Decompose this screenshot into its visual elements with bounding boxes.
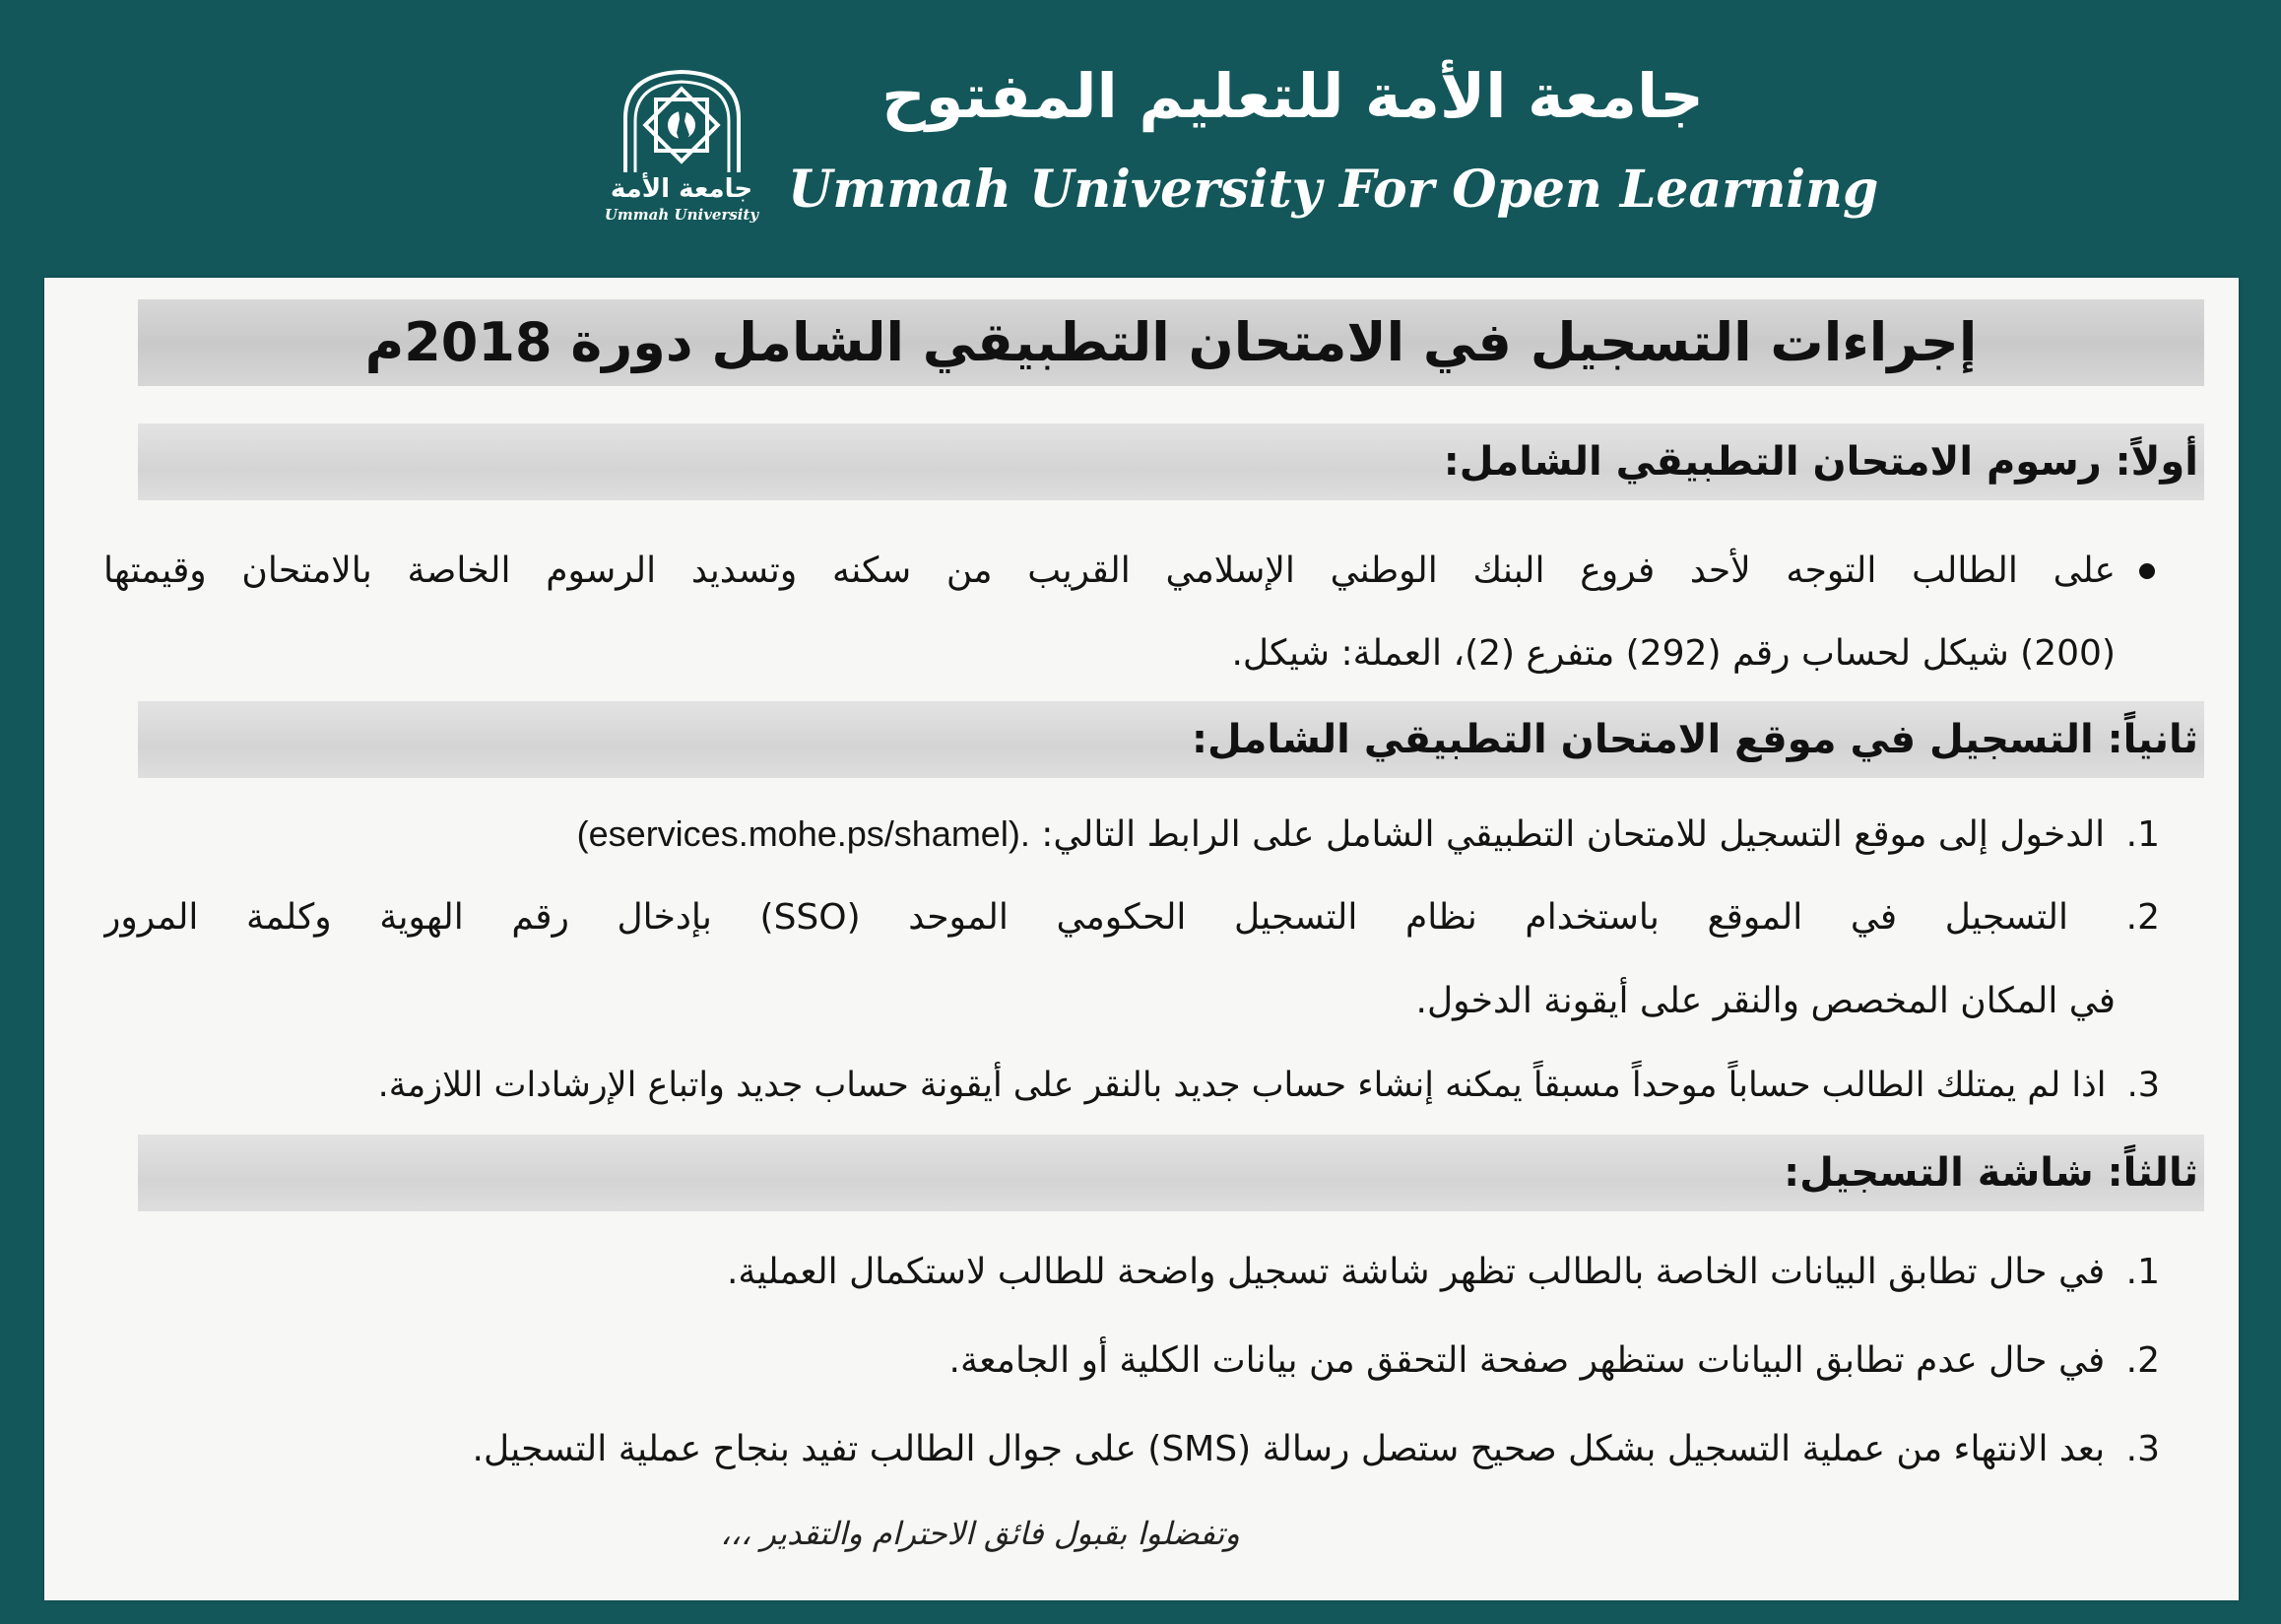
list-item xyxy=(103,1332,2160,1391)
university-name-arabic: جامعة الأمة للتعليم المفتوح xyxy=(881,60,1704,132)
logo-text-ar: جامعة الأمة xyxy=(610,174,753,204)
list-item-text: التسجيل في الموقع باستخدام نظام التسجيل الحكومي الموحد (SSO) بإدخال رقم الهوية وكلمة المرور xyxy=(103,897,2069,938)
list-item-text: بعد الانتهاء من عملية التسجيل بشكل صحيح ستصل رسالة (SMS) على جوال الطالب تفيد بنجاح عملية التسجيل. xyxy=(472,1429,2106,1469)
university-header xyxy=(0,0,2281,271)
document-title: إجراءات التسجيل في الامتحان التطبيقي الشامل دورة 2018م xyxy=(138,299,2204,386)
list-item-number: 1. xyxy=(2125,814,2160,855)
section-heading-registration-screen: ثالثاً: شاشة التسجيل: xyxy=(138,1135,2204,1211)
list-item-text: في حال عدم تطابق البيانات ستظهر صفحة التحقق من بيانات الكلية أو الجامعة. xyxy=(948,1340,2106,1381)
list-item-text: اذا لم يمتلك الطالب حساباً موحداً مسبقاً يمكنه إنشاء حساب جديد بالنقر على أيقونة حساب جديد واتباع الإرشادات اللازمة. xyxy=(377,1066,2107,1105)
list-item-continuation: في المكان المخصص والنقر على أيقونة الدخول. xyxy=(1415,981,2116,1021)
list-item-text: في حال تطابق البيانات الخاصة بالطالب تظهر شاشة تسجيل واضحة للطالب لاستكمال العملية. xyxy=(726,1252,2106,1292)
fees-paragraph-line-2: (200) شيكل لحساب رقم (292) متفرع (2)، العملة: شيكل. xyxy=(1231,633,2116,674)
registration-link[interactable]: (eservices.mohe.ps/shamel). xyxy=(576,813,1030,854)
list-item xyxy=(103,1243,2160,1302)
fees-paragraph-line-1: على الطالب التوجه لأحد فروع البنك الوطني الإسلامي القريب من سكنه وتسديد الرسوم الخاصة بالامتحان وقيمتها xyxy=(103,551,2116,591)
list-item xyxy=(84,1056,2160,1115)
bullet-icon xyxy=(2139,563,2155,579)
section-heading-fees: أولاً: رسوم الامتحان التطبيقي الشامل: xyxy=(138,423,2204,500)
section-heading-registration-site: ثانياً: التسجيل في موقع الامتحان التطبيقي الشامل: xyxy=(138,701,2204,778)
list-item xyxy=(103,888,2160,947)
logo-text-en: Ummah University xyxy=(604,206,759,224)
university-logo xyxy=(596,64,768,227)
list-item xyxy=(103,1420,2160,1479)
list-item-number: 2. xyxy=(2125,1340,2160,1381)
document-page xyxy=(44,278,2239,1600)
university-name-english: Ummah University For Open Learning xyxy=(788,160,1879,220)
list-item-number: 2. xyxy=(2125,897,2160,938)
list-item-number: 1. xyxy=(2125,1252,2160,1292)
closing-remark: وتفضلوا بقبول فائق الاحترام والتقدير ،،، xyxy=(720,1515,1240,1552)
list-item-number: 3. xyxy=(2126,1066,2160,1105)
list-item-number: 3. xyxy=(2125,1429,2160,1469)
list-item xyxy=(103,805,2160,865)
list-item-text: الدخول إلى موقع التسجيل للامتحان التطبيقي الشامل على الرابط التالي: xyxy=(1041,814,2106,855)
university-logo-icon xyxy=(596,64,768,227)
